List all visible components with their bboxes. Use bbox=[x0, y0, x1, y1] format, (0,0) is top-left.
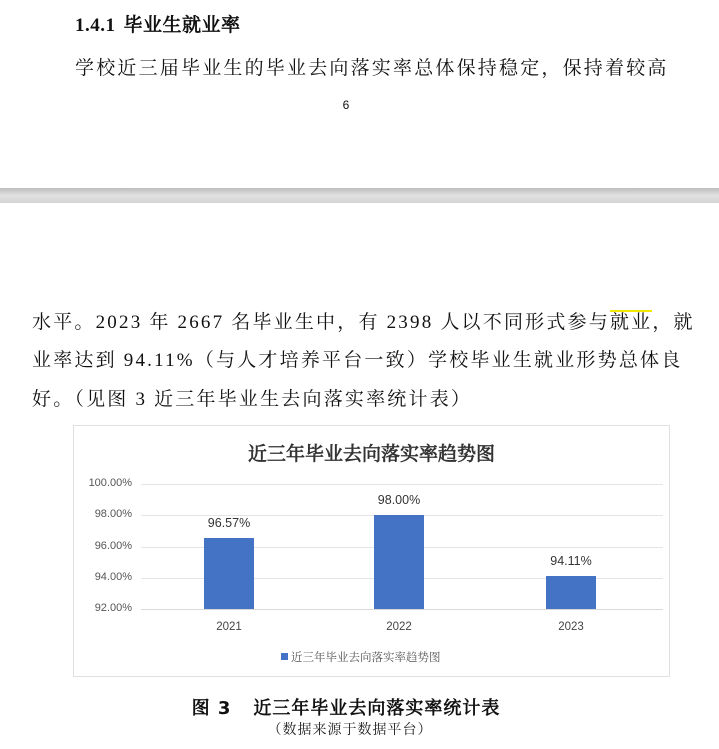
data-label-2022: 98.00% bbox=[377, 493, 421, 507]
paragraph-line-4: 好。（见图 3 近三年毕业生去向落实率统计表） bbox=[32, 389, 473, 410]
y-tick-100: 100.00% bbox=[88, 477, 132, 489]
paragraph-line-1: 学校近三届毕业生的毕业去向落实率总体保持稳定，保持着较高 bbox=[75, 58, 669, 79]
x-tick-2021: 2021 bbox=[216, 621, 242, 633]
data-label-2021: 96.57% bbox=[207, 516, 251, 530]
paragraph-line-2-text: 水平。2023 年 2667 名毕业生中，有 2398 人以不同形式参与 bbox=[32, 312, 610, 333]
gridline-100 bbox=[141, 484, 663, 485]
paragraph-line-3: 业率达到 94.11%（与人才培养平台一致）学校毕业生就业形势总体良 bbox=[32, 350, 683, 371]
page-break-separator bbox=[0, 188, 719, 203]
paragraph-line-2 bbox=[32, 307, 695, 334]
x-tick-2022: 2022 bbox=[386, 621, 412, 633]
figure-number: 图 3 bbox=[191, 698, 232, 719]
chart-title: 近三年毕业去向落实率趋势图 bbox=[247, 443, 495, 465]
figure-title: 近三年毕业去向落实率统计表 bbox=[253, 698, 501, 719]
y-tick-96: 96.00% bbox=[94, 540, 132, 552]
y-tick-92: 92.00% bbox=[94, 602, 132, 614]
paragraph-line-2-end: ，就 bbox=[652, 312, 695, 333]
bar-2021 bbox=[204, 538, 254, 609]
highlighted-text: 就业 bbox=[609, 312, 653, 333]
legend-label: 近三年毕业去向落实率趋势图 bbox=[291, 650, 441, 664]
y-tick-94: 94.00% bbox=[94, 571, 132, 583]
section-heading bbox=[75, 10, 241, 37]
x-tick-2023: 2023 bbox=[558, 621, 584, 633]
bar-2022 bbox=[374, 515, 424, 609]
data-label-2023: 94.11% bbox=[550, 554, 592, 568]
figure-caption bbox=[0, 694, 692, 720]
x-axis-line bbox=[141, 609, 663, 610]
bar-2023 bbox=[546, 576, 596, 609]
chart-legend bbox=[281, 649, 441, 665]
page-number: 6 bbox=[342, 98, 350, 112]
legend-swatch-icon bbox=[281, 653, 288, 660]
bar-chart bbox=[73, 425, 670, 677]
section-number: 1.4.1 bbox=[75, 15, 116, 36]
figure-source: （数据来源于数据平台） bbox=[267, 722, 433, 738]
section-title: 毕业生就业率 bbox=[123, 15, 241, 36]
y-tick-98: 98.00% bbox=[94, 508, 132, 520]
